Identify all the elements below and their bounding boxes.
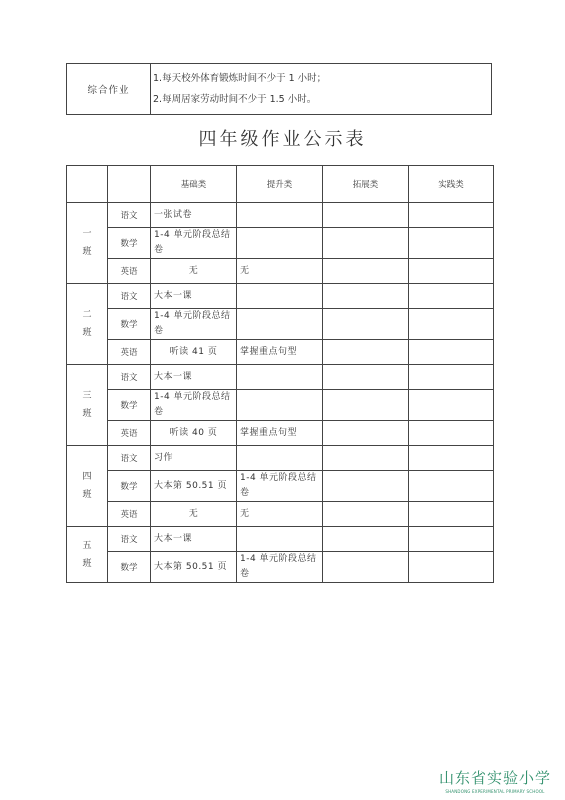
class-label-char: 班	[82, 558, 92, 569]
subject-label: 语文	[108, 365, 151, 390]
class-label	[67, 284, 108, 365]
practice-cell	[409, 502, 494, 527]
practice-cell	[409, 421, 494, 446]
class-row	[67, 421, 494, 446]
class-label-char: 三	[82, 391, 92, 401]
class-label	[67, 203, 108, 284]
header-practice: 实践类	[409, 166, 494, 203]
extended-cell	[323, 552, 409, 583]
comprehensive-item: 1.每天校外体育锻炼时间不少于 1 小时；	[153, 73, 327, 84]
school-logo-subtext: SHANDONG EXPERIMENTAL PRIMARY SCHOOL	[445, 789, 545, 794]
extended-cell	[323, 421, 409, 446]
header-advanced: 提升类	[237, 166, 323, 203]
class-row	[67, 365, 494, 390]
class-label-char: 班	[82, 409, 92, 419]
extended-cell	[323, 259, 409, 284]
homework-schedule-table	[66, 165, 494, 583]
extended-cell	[323, 228, 409, 259]
class-label	[67, 527, 108, 583]
basic-cell: 大本第 50.51 页	[151, 552, 237, 583]
basic-cell: 大本一课	[151, 527, 237, 552]
practice-cell	[409, 228, 494, 259]
extended-cell	[323, 284, 409, 309]
header-empty-cell	[67, 166, 108, 203]
extended-cell	[323, 502, 409, 527]
header-row	[67, 166, 494, 203]
comprehensive-homework-row	[67, 64, 492, 115]
subject-label: 语文	[108, 284, 151, 309]
subject-label: 语文	[108, 446, 151, 471]
class-label-char: 班	[82, 247, 92, 257]
subject-label: 英语	[108, 259, 151, 284]
advanced-cell	[237, 527, 323, 552]
subject-label: 数学	[108, 390, 151, 421]
basic-cell: 1-4 单元阶段总结卷	[151, 228, 237, 259]
school-logo	[439, 767, 551, 794]
advanced-cell: 1-4 单元阶段总结卷	[237, 552, 323, 583]
class-label	[67, 446, 108, 527]
subject-label: 数学	[108, 471, 151, 502]
advanced-cell	[237, 284, 323, 309]
class-row	[67, 203, 494, 228]
advanced-cell: 无	[237, 502, 323, 527]
class-row	[67, 340, 494, 365]
advanced-cell	[237, 365, 323, 390]
subject-label: 语文	[108, 527, 151, 552]
basic-cell: 1-4 单元阶段总结卷	[151, 390, 237, 421]
header-empty-cell	[108, 166, 151, 203]
practice-cell	[409, 340, 494, 365]
advanced-cell	[237, 203, 323, 228]
class-label-char: 一	[82, 229, 92, 239]
school-logo-text: 山东省实验小学	[438, 769, 551, 787]
basic-cell: 大本一课	[151, 365, 237, 390]
basic-cell: 无	[151, 259, 237, 284]
advanced-cell: 无	[237, 259, 323, 284]
practice-cell	[409, 552, 494, 583]
homework-schedule-body	[67, 166, 494, 583]
class-row	[67, 446, 494, 471]
extended-cell	[323, 365, 409, 390]
practice-cell	[409, 471, 494, 502]
practice-cell	[409, 390, 494, 421]
advanced-cell: 掌握重点句型	[237, 340, 323, 365]
class-row	[67, 390, 494, 421]
class-row	[67, 259, 494, 284]
advanced-cell	[237, 390, 323, 421]
practice-cell	[409, 527, 494, 552]
advanced-cell: 掌握重点句型	[237, 421, 323, 446]
advanced-cell	[237, 446, 323, 471]
subject-label: 英语	[108, 502, 151, 527]
class-row	[67, 552, 494, 583]
basic-cell: 听读 40 页	[151, 421, 237, 446]
basic-cell: 大本第 50.51 页	[151, 471, 237, 502]
header-basic: 基础类	[151, 166, 237, 203]
extended-cell	[323, 527, 409, 552]
extended-cell	[323, 309, 409, 340]
basic-cell: 1-4 单元阶段总结卷	[151, 309, 237, 340]
advanced-cell: 1-4 单元阶段总结卷	[237, 471, 323, 502]
basic-cell: 一张试卷	[151, 203, 237, 228]
subject-label: 英语	[108, 421, 151, 446]
practice-cell	[409, 203, 494, 228]
practice-cell	[409, 284, 494, 309]
header-extended: 拓展类	[323, 166, 409, 203]
subject-label: 语文	[108, 203, 151, 228]
advanced-cell	[237, 228, 323, 259]
class-row	[67, 471, 494, 502]
extended-cell	[323, 340, 409, 365]
extended-cell	[323, 446, 409, 471]
advanced-cell	[237, 309, 323, 340]
class-label	[67, 365, 108, 446]
class-label-char: 班	[82, 490, 92, 500]
basic-cell: 习作	[151, 446, 237, 471]
class-row	[67, 527, 494, 552]
comprehensive-item: 2.每周居家劳动时间不少于 1.5 小时。	[153, 94, 317, 105]
page-title: 四年级作业公示表	[198, 129, 367, 150]
class-row	[67, 502, 494, 527]
extended-cell	[323, 390, 409, 421]
practice-cell	[409, 309, 494, 340]
class-label-char: 二	[82, 310, 92, 320]
basic-cell: 听读 41 页	[151, 340, 237, 365]
class-row	[67, 228, 494, 259]
extended-cell	[323, 203, 409, 228]
subject-label: 数学	[108, 228, 151, 259]
subject-label: 英语	[108, 340, 151, 365]
comprehensive-homework-table	[66, 63, 492, 115]
subject-label: 数学	[108, 309, 151, 340]
comprehensive-homework-items	[151, 64, 492, 115]
comprehensive-homework-label: 综合作业	[67, 64, 151, 115]
basic-cell: 大本一课	[151, 284, 237, 309]
practice-cell	[409, 259, 494, 284]
class-label-char: 班	[82, 328, 92, 338]
class-label-char: 四	[82, 472, 92, 482]
basic-cell: 无	[151, 502, 237, 527]
class-row	[67, 309, 494, 340]
class-row	[67, 284, 494, 309]
subject-label: 数学	[108, 552, 151, 583]
practice-cell	[409, 446, 494, 471]
class-label-char: 五	[82, 540, 92, 551]
extended-cell	[323, 471, 409, 502]
practice-cell	[409, 365, 494, 390]
